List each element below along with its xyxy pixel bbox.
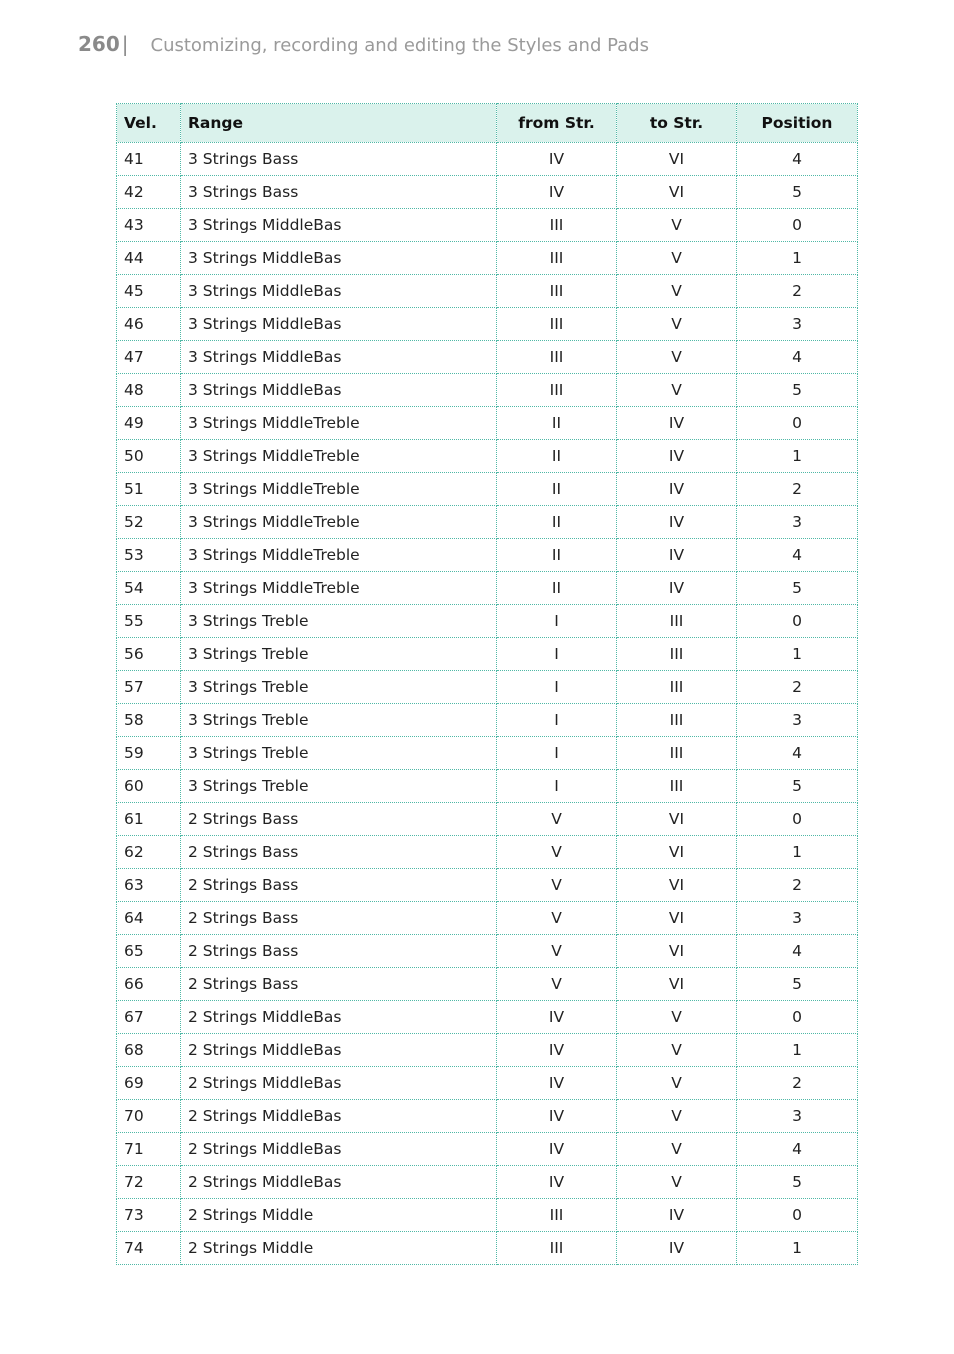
cell-from-str: I [497,704,617,737]
cell-position: 4 [737,935,858,968]
cell-from-str: IV [497,143,617,176]
cell-position: 2 [737,473,858,506]
cell-to-str: IV [617,473,737,506]
cell-range: 3 Strings Bass [181,143,497,176]
table-row [117,1067,858,1100]
table-row [117,374,858,407]
header-separator: | [121,32,129,56]
cell-range: 2 Strings MiddleBas [181,1034,497,1067]
cell-to-str: III [617,671,737,704]
cell-to-str: V [617,1100,737,1133]
cell-vel: 44 [117,242,181,275]
cell-position: 0 [737,1001,858,1034]
table-row [117,1199,858,1232]
cell-from-str: V [497,935,617,968]
cell-position: 0 [737,407,858,440]
column-header-position: Position [737,104,858,143]
cell-to-str: V [617,209,737,242]
table-row [117,770,858,803]
cell-from-str: II [497,572,617,605]
cell-vel: 65 [117,935,181,968]
table-row [117,638,858,671]
cell-range: 2 Strings Bass [181,902,497,935]
cell-to-str: IV [617,1232,737,1265]
cell-position: 3 [737,506,858,539]
cell-from-str: V [497,836,617,869]
cell-from-str: I [497,770,617,803]
cell-vel: 60 [117,770,181,803]
cell-from-str: III [497,308,617,341]
table-row [117,539,858,572]
table-row [117,737,858,770]
cell-range: 2 Strings Bass [181,935,497,968]
cell-vel: 67 [117,1001,181,1034]
cell-to-str: VI [617,968,737,1001]
table-row [117,1232,858,1265]
cell-position: 4 [737,143,858,176]
cell-from-str: III [497,242,617,275]
cell-to-str: V [617,341,737,374]
cell-vel: 45 [117,275,181,308]
cell-from-str: II [497,440,617,473]
cell-to-str: III [617,704,737,737]
cell-vel: 43 [117,209,181,242]
table-row [117,407,858,440]
cell-to-str: V [617,1067,737,1100]
cell-from-str: III [497,374,617,407]
cell-range: 3 Strings Treble [181,605,497,638]
cell-range: 3 Strings MiddleTreble [181,572,497,605]
table-row [117,1166,858,1199]
cell-vel: 56 [117,638,181,671]
cell-range: 3 Strings MiddleBas [181,275,497,308]
cell-vel: 51 [117,473,181,506]
cell-to-str: VI [617,836,737,869]
table-row [117,506,858,539]
cell-from-str: I [497,671,617,704]
cell-range: 3 Strings MiddleBas [181,242,497,275]
cell-vel: 71 [117,1133,181,1166]
cell-to-str: IV [617,407,737,440]
cell-range: 2 Strings Middle [181,1232,497,1265]
cell-range: 2 Strings Bass [181,869,497,902]
cell-from-str: III [497,1199,617,1232]
cell-range: 3 Strings MiddleTreble [181,506,497,539]
cell-from-str: V [497,902,617,935]
cell-vel: 42 [117,176,181,209]
cell-from-str: III [497,341,617,374]
cell-range: 3 Strings MiddleTreble [181,539,497,572]
cell-range: 2 Strings Bass [181,836,497,869]
cell-position: 5 [737,176,858,209]
cell-vel: 62 [117,836,181,869]
table-row [117,1100,858,1133]
table-row [117,902,858,935]
cell-range: 2 Strings MiddleBas [181,1001,497,1034]
cell-vel: 59 [117,737,181,770]
cell-to-str: IV [617,572,737,605]
cell-from-str: IV [497,176,617,209]
cell-from-str: IV [497,1001,617,1034]
cell-position: 5 [737,572,858,605]
cell-from-str: I [497,737,617,770]
cell-to-str: IV [617,440,737,473]
cell-range: 2 Strings MiddleBas [181,1067,497,1100]
cell-from-str: V [497,869,617,902]
cell-range: 3 Strings MiddleTreble [181,407,497,440]
cell-to-str: VI [617,803,737,836]
cell-to-str: III [617,737,737,770]
cell-vel: 48 [117,374,181,407]
table-row [117,275,858,308]
table-row [117,1034,858,1067]
cell-position: 1 [737,440,858,473]
cell-position: 0 [737,803,858,836]
table-row [117,671,858,704]
cell-to-str: VI [617,935,737,968]
cell-from-str: II [497,407,617,440]
cell-range: 3 Strings Treble [181,770,497,803]
page-number: 260 [78,32,120,56]
cell-position: 4 [737,1133,858,1166]
table-row [117,869,858,902]
cell-position: 1 [737,1232,858,1265]
cell-to-str: V [617,275,737,308]
cell-from-str: I [497,605,617,638]
column-header-to-str: to Str. [617,104,737,143]
cell-position: 3 [737,308,858,341]
table-header-row [117,104,858,143]
cell-position: 1 [737,242,858,275]
cell-position: 5 [737,1166,858,1199]
cell-to-str: IV [617,1199,737,1232]
cell-range: 3 Strings MiddleBas [181,308,497,341]
cell-position: 5 [737,770,858,803]
cell-vel: 52 [117,506,181,539]
chapter-title: Customizing, recording and editing the Styles and Pads [150,35,649,56]
cell-from-str: II [497,473,617,506]
cell-vel: 61 [117,803,181,836]
cell-vel: 54 [117,572,181,605]
cell-position: 2 [737,1067,858,1100]
cell-vel: 64 [117,902,181,935]
cell-range: 3 Strings Treble [181,704,497,737]
cell-range: 3 Strings Treble [181,638,497,671]
cell-vel: 53 [117,539,181,572]
cell-range: 2 Strings MiddleBas [181,1133,497,1166]
cell-vel: 55 [117,605,181,638]
cell-from-str: IV [497,1133,617,1166]
cell-from-str: V [497,968,617,1001]
cell-position: 1 [737,638,858,671]
table-row [117,968,858,1001]
cell-to-str: V [617,308,737,341]
cell-range: 3 Strings MiddleTreble [181,440,497,473]
cell-position: 1 [737,1034,858,1067]
cell-position: 0 [737,1199,858,1232]
cell-range: 2 Strings Middle [181,1199,497,1232]
cell-from-str: II [497,506,617,539]
cell-position: 4 [737,539,858,572]
cell-range: 3 Strings Bass [181,176,497,209]
cell-vel: 47 [117,341,181,374]
cell-vel: 74 [117,1232,181,1265]
cell-position: 0 [737,605,858,638]
cell-range: 3 Strings MiddleBas [181,209,497,242]
cell-from-str: II [497,539,617,572]
table-row [117,836,858,869]
table-row [117,176,858,209]
cell-from-str: III [497,1232,617,1265]
cell-to-str: IV [617,506,737,539]
cell-range: 3 Strings Treble [181,671,497,704]
cell-range: 2 Strings MiddleBas [181,1100,497,1133]
cell-vel: 58 [117,704,181,737]
velocity-range-table [116,103,858,1265]
table-row [117,143,858,176]
cell-vel: 41 [117,143,181,176]
cell-range: 3 Strings Treble [181,737,497,770]
cell-position: 2 [737,869,858,902]
table-row [117,473,858,506]
cell-from-str: IV [497,1166,617,1199]
table-row [117,242,858,275]
table-row [117,803,858,836]
cell-range: 3 Strings MiddleBas [181,341,497,374]
cell-vel: 46 [117,308,181,341]
column-header-range: Range [181,104,497,143]
cell-from-str: IV [497,1034,617,1067]
cell-vel: 70 [117,1100,181,1133]
cell-from-str: IV [497,1067,617,1100]
column-header-vel: Vel. [117,104,181,143]
cell-vel: 57 [117,671,181,704]
cell-to-str: V [617,1133,737,1166]
cell-position: 3 [737,1100,858,1133]
cell-to-str: III [617,770,737,803]
cell-position: 3 [737,704,858,737]
cell-from-str: I [497,638,617,671]
cell-to-str: VI [617,176,737,209]
table-header [117,104,858,143]
cell-from-str: III [497,275,617,308]
cell-vel: 63 [117,869,181,902]
cell-range: 2 Strings Bass [181,968,497,1001]
cell-range: 2 Strings Bass [181,803,497,836]
cell-vel: 72 [117,1166,181,1199]
cell-to-str: VI [617,143,737,176]
column-header-from-str: from Str. [497,104,617,143]
cell-vel: 49 [117,407,181,440]
table-row [117,704,858,737]
table-row [117,308,858,341]
table-row [117,605,858,638]
table-row [117,209,858,242]
cell-to-str: V [617,242,737,275]
cell-position: 5 [737,968,858,1001]
table-row [117,1133,858,1166]
cell-from-str: III [497,209,617,242]
table-row [117,572,858,605]
table-row [117,440,858,473]
cell-range: 3 Strings MiddleBas [181,374,497,407]
cell-to-str: VI [617,869,737,902]
cell-vel: 50 [117,440,181,473]
cell-position: 5 [737,374,858,407]
cell-to-str: V [617,374,737,407]
cell-vel: 66 [117,968,181,1001]
cell-position: 4 [737,737,858,770]
cell-range: 2 Strings MiddleBas [181,1166,497,1199]
cell-to-str: III [617,638,737,671]
cell-from-str: IV [497,1100,617,1133]
cell-vel: 69 [117,1067,181,1100]
cell-from-str: V [497,803,617,836]
cell-position: 3 [737,902,858,935]
cell-position: 0 [737,209,858,242]
cell-vel: 73 [117,1199,181,1232]
table-row [117,341,858,374]
cell-position: 2 [737,275,858,308]
cell-position: 2 [737,671,858,704]
cell-to-str: IV [617,539,737,572]
table-row [117,935,858,968]
table-body [117,143,858,1265]
cell-position: 4 [737,341,858,374]
cell-to-str: V [617,1034,737,1067]
cell-to-str: V [617,1166,737,1199]
cell-position: 1 [737,836,858,869]
cell-to-str: VI [617,902,737,935]
cell-to-str: V [617,1001,737,1034]
cell-to-str: III [617,605,737,638]
cell-range: 3 Strings MiddleTreble [181,473,497,506]
table-row [117,1001,858,1034]
cell-vel: 68 [117,1034,181,1067]
page-header [78,32,649,60]
